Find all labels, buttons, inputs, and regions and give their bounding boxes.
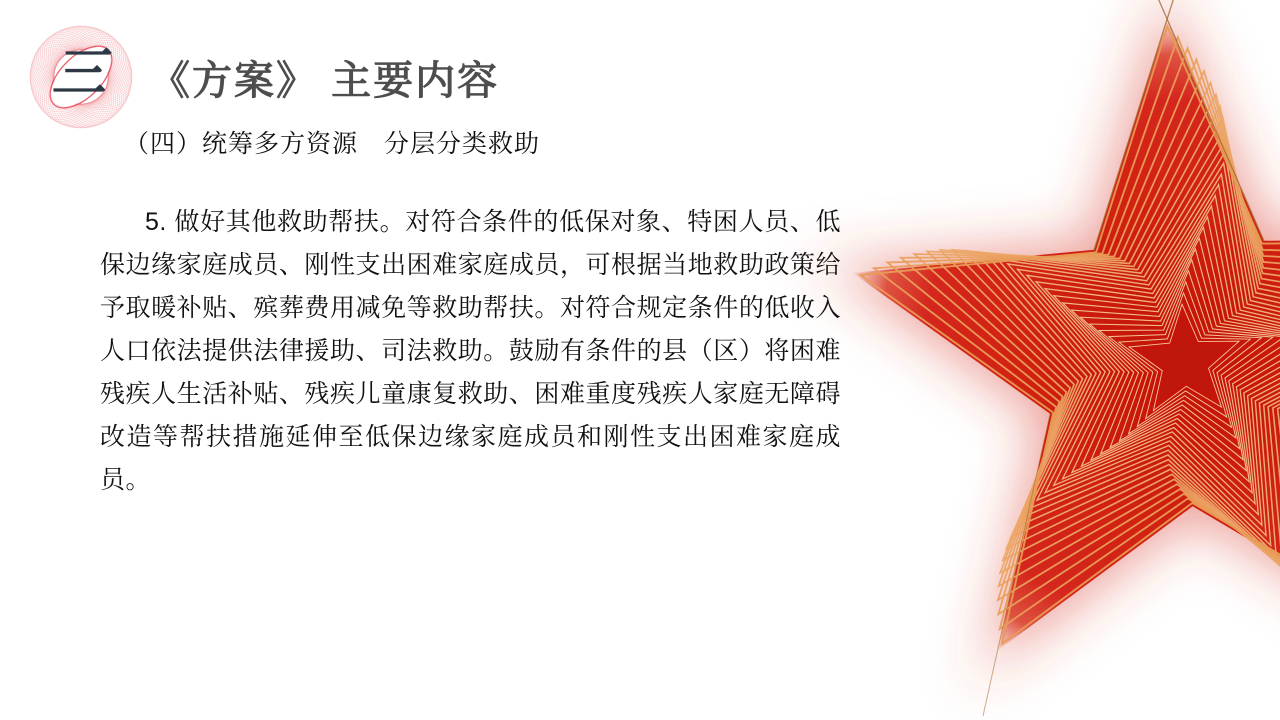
- section-number: 三: [48, 43, 118, 104]
- slide-subtitle: （四）统筹多方资源 分层分类救助: [124, 130, 541, 158]
- slide-title: 《方案》 主要内容: [150, 58, 500, 103]
- slide-header: [26, 22, 499, 132]
- body-paragraph: 5. 做好其他救助帮扶。对符合条件的低保对象、特困人员、低保边缘家庭成员、刚性支出困难家庭成员，可根据当地救助政策给予取暖补贴、殡葬费用减免等救助帮扶。对符合规定条件的低收入人口依法提供法律援助、司法救助。鼓励有条件的县（区）将困难残疾人生活补贴、残疾儿童康复救助、困难重度残疾人家庭无障碍改造等帮扶措施延伸至低保边缘家庭成员和刚性支出困难家庭成员。: [100, 208, 841, 494]
- section-badge: [26, 22, 136, 132]
